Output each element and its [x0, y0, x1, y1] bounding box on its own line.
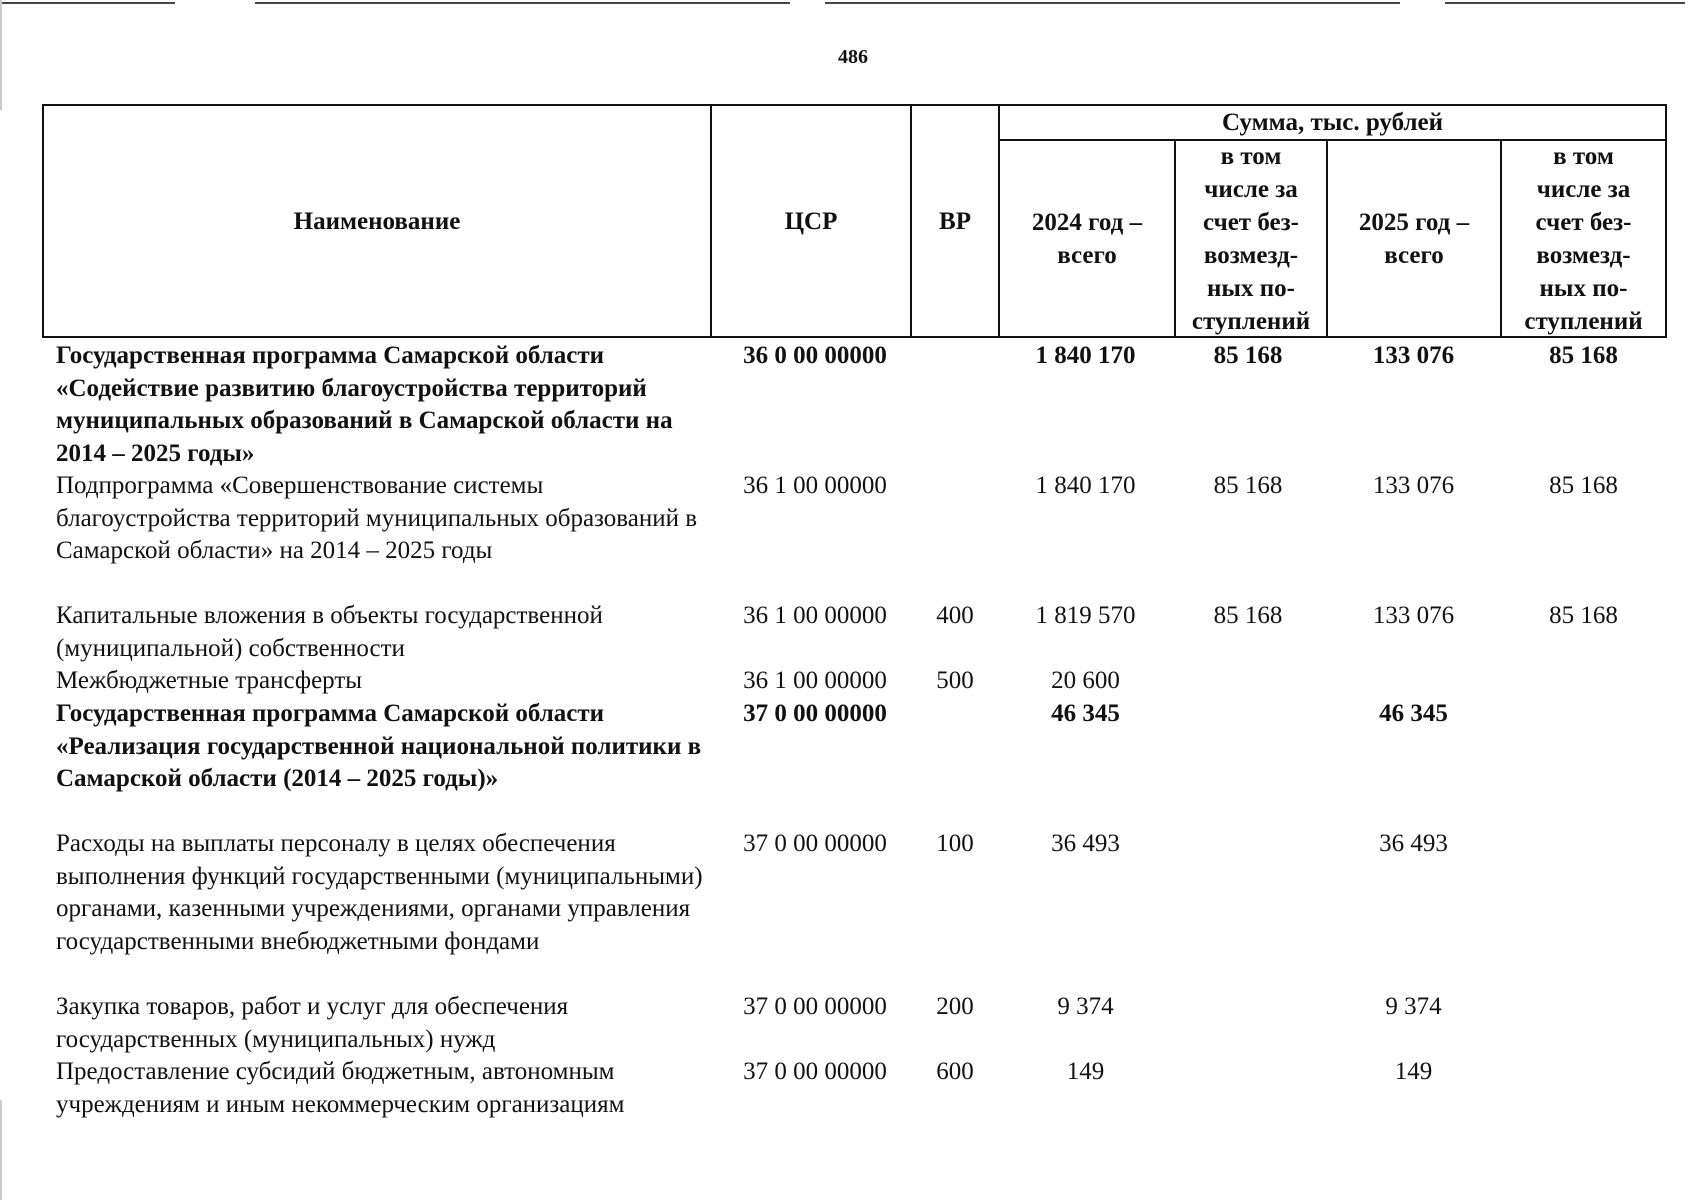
row-name: Расходы на выплаты персоналу в целях обеспечения выполнения функций государственными (муниципальными) органами, казенными учреждениями, органами управления государственными внебюджетными фондами: [56, 830, 703, 955]
row-2025-grants: 85 168: [1549, 342, 1618, 369]
row-vr: 500: [936, 667, 974, 694]
row-name: Государственная программа Самарской области «Реализация государственной национальной политики в Самарской области (2014 – 2025 годы)»: [56, 700, 702, 792]
row-vr: 100: [936, 830, 974, 857]
row-2025-grants: 85 168: [1549, 472, 1618, 499]
row-2025-total: 36 493: [1379, 830, 1448, 857]
row-name: Капитальные вложения в объекты государственной (муниципальной) собственности: [56, 602, 603, 662]
row-2025-total: 133 076: [1372, 472, 1455, 499]
scan-border-line: [825, 2, 1400, 4]
row-name: Межбюджетные трансферты: [56, 667, 363, 694]
row-vr: 600: [936, 1058, 974, 1085]
header-csr: ЦСР: [784, 207, 838, 235]
row-vr: 200: [936, 993, 974, 1020]
row-2024-total: 9 374: [1057, 993, 1114, 1020]
row-name: Закупка товаров, работ и услуг для обеспечения государственных (муниципальных) нужд: [56, 993, 569, 1053]
row-csr: 37 0 00 00000: [743, 700, 887, 727]
scan-edge: [0, 1100, 2, 1200]
row-2025-total: 46 345: [1379, 700, 1448, 727]
page-number: 486: [838, 46, 868, 68]
row-2025-total: 133 076: [1372, 602, 1455, 629]
row-csr: 36 1 00 00000: [743, 667, 887, 694]
scan-border-line: [255, 2, 790, 4]
row-vr: 400: [936, 602, 974, 629]
row-2024-total: 1 819 570: [1035, 602, 1136, 629]
scan-border-line: [1445, 2, 1685, 4]
header-2024-total: 2024 год – всего: [1031, 208, 1143, 269]
row-csr: 37 0 00 00000: [743, 993, 887, 1020]
row-name: Государственная программа Самарской области «Содействие развитию благоустройства территорий муниципальных образований в Самарской области на 2014 – 2025 годы»: [56, 342, 673, 467]
header-2025-total: 2025 год – всего: [1358, 208, 1470, 269]
row-2024-total: 20 600: [1051, 667, 1120, 694]
row-2024-total: 36 493: [1051, 830, 1120, 857]
table-header: [42, 104, 1667, 338]
row-2024-grants: 85 168: [1213, 602, 1283, 629]
scan-border-line: [0, 2, 175, 4]
row-2024-total: 46 345: [1051, 700, 1120, 727]
row-csr: 36 1 00 00000: [743, 472, 887, 499]
row-csr: 37 0 00 00000: [743, 830, 887, 857]
header-sum-group: Сумма, тыс. рублей: [1221, 109, 1444, 136]
row-2024-total: 1 840 170: [1035, 472, 1136, 499]
row-name: Подпрограмма «Совершенствование системы благоустройства территорий муниципальных образований в Самарской области» на 2014 – 2025 годы: [56, 472, 698, 564]
header-2025-grants: в том числе за счет без- возмезд- ных по- ступлений: [1524, 142, 1643, 335]
row-2024-total: 149: [1066, 1058, 1105, 1085]
header-vr: ВР: [939, 207, 971, 235]
row-2024-grants: 85 168: [1213, 342, 1283, 369]
row-2024-grants: 85 168: [1213, 472, 1283, 499]
row-csr: 37 0 00 00000: [743, 1058, 887, 1085]
header-name: Наименование: [293, 207, 461, 235]
row-2025-total: 133 076: [1372, 342, 1455, 369]
row-2025-total: 9 374: [1385, 993, 1442, 1020]
row-2025-grants: 85 168: [1549, 602, 1618, 629]
header-2024-grants: в том числе за счет без- возмезд- ных по- ступлений: [1191, 142, 1311, 335]
row-2024-total: 1 840 170: [1035, 342, 1136, 369]
row-csr: 36 0 00 00000: [743, 342, 887, 369]
row-2025-total: 149: [1394, 1058, 1433, 1085]
row-name: Предоставление субсидий бюджетным, автономным учреждениям и иным некоммерческим организациям: [56, 1058, 625, 1118]
row-csr: 36 1 00 00000: [743, 602, 887, 629]
